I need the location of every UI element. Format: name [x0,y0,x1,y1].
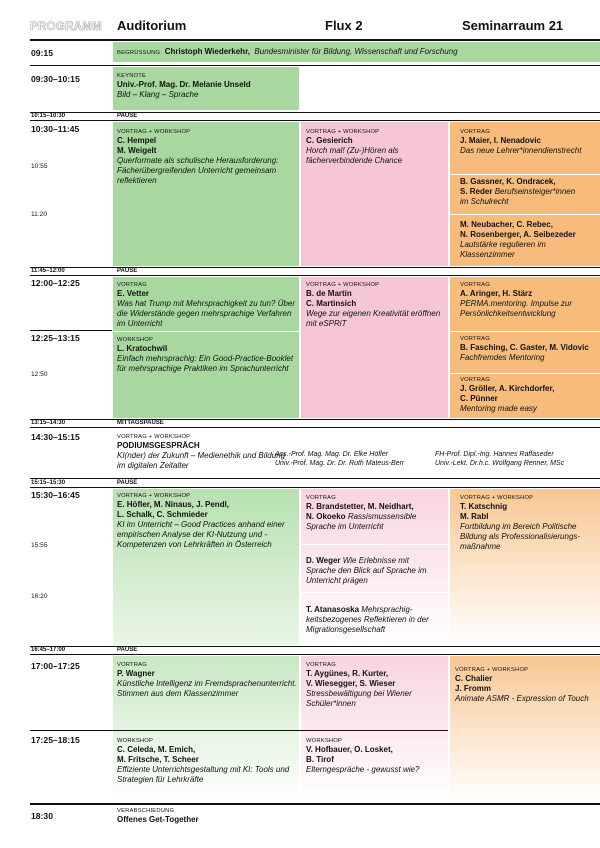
session4-seminar-entry [455,666,598,704]
divider [113,331,299,332]
session1-seminar-entry-1 [460,128,598,156]
entry-label: VORTRAG [460,282,490,288]
entry-label: VORTRAG [306,495,336,501]
speaker-name: C. Hempel [117,136,157,145]
speaker-name: M. Rabl [460,512,489,521]
session1-seminar-entry-2 [460,177,598,207]
keynote-title: Bild – Klang – Sprache [117,90,199,99]
rule [30,120,600,121]
talk-title: Wege zur eigenen Kreativität eröffnen mit eSPRiT [306,309,441,328]
talk-title: Animate ASMR - Expression of Touch [455,694,589,703]
talk-title: Sprache den Blick auf Sprache im Unterricht prägen [306,566,427,585]
time-mark-1120: 11:20 [31,211,48,218]
speaker-name: P. Wagner [117,669,155,678]
talk-title: PERMA.mentoring. Impulse zur Persönlichkeitsentwicklung [460,299,573,318]
session3-flux-entry-1 [306,494,446,532]
podium-entry [117,433,287,471]
podium-panel-2 [435,450,600,468]
talk-title: Effiziente Unterrichtsgestaltung mit KI: Tools und Strategien für Lehrkräfte [117,765,290,784]
entry-label: VORTRAG + WORKSHOP [117,129,191,135]
rule [30,803,600,805]
session4-auditorium-entry-1 [117,661,297,699]
rule [30,730,448,731]
talk-title: Lautstärke regulieren im Klassenzimmer [460,240,546,259]
time-1315: 13:15–14:30 [31,420,66,426]
column-header-seminarraum: Seminarraum 21 [462,18,564,33]
talk-title: KI im Unterricht – Good Practices anhand einer empirischen Analyse der KI-Nutzung und -Kompetenzen von Lehrkräften in Österreich [117,520,285,549]
talk-title: Berufseinsteiger*innen [494,187,576,196]
time-mark-1555: 15:55 [31,542,48,549]
talk-title: Horch mal! (Zu-)Hören als fächerverbindende Chance [306,146,403,165]
talk-title: Mentoring made easy [460,404,537,413]
speaker-name: T. Atanasoska [306,605,360,614]
speaker-name: M. Fritsche, T. Scheer [117,755,199,764]
pause-label: PAUSE [117,113,138,119]
talk-title: Einfach mehrsprachig: Ein Good-Practice-Booklet für mehrsprachige Praktiken im Sprachunterricht [117,354,294,373]
speaker-name: C. Gesierich [306,136,353,145]
entry-label: VORTRAG + WORKSHOP [117,493,191,499]
time-1725: 17:25–18:15 [31,735,80,745]
talk-title: Fachfremdes Mentoring [460,353,545,362]
keynote-entry [117,72,297,100]
speaker-name: A. Aringer, H. Stärz [460,289,533,298]
speaker-name: L. Schalk, C. Schmieder [117,510,208,519]
speaker-name: N. Rosenberger, A. Seibezeder [460,230,576,239]
divider [450,174,600,175]
talk-title: Was hat Trump mit Mehrsprachigkeit zu tun? Über die Widerstände gegen mehrsprachige Verfahren im Unterricht [117,299,295,328]
speaker-name: N. Okoeko [306,512,346,521]
speaker-name: C. Celeda, M. Emich, [117,745,196,754]
welcome-entry [117,47,597,57]
entry-label: VORTRAG [460,377,490,383]
entry-label: VORTRAG [460,129,490,135]
speaker-name: T. Katschnig [460,502,508,511]
speaker-name: M. Neubacher, C. Rebec, [460,220,553,229]
divider [301,544,448,545]
speaker-name: C. Chalier [455,674,493,683]
entry-label: VORTRAG + WORKSHOP [117,434,191,440]
speaker-name: E. Vetter [117,289,150,298]
speaker-name: B. Gassner, K. Ondracek, [460,177,556,186]
session3-flux-entry-2 [306,556,446,586]
time-0930: 09:30–10:15 [31,74,80,84]
rule [30,654,600,655]
session3-auditorium-entry [117,492,297,550]
panelist: Ass.-Prof. Mag. Mag. Dr. Elke Höfler [275,451,388,458]
keynote-label: KEYNOTE [117,73,147,79]
welcome-role: Bundesminister für Bildung, Wissenschaft und Forschung [254,47,458,56]
rule [30,419,600,420]
session3-seminar-entry [460,494,598,552]
programm-label: PROGRAMM [30,21,103,33]
talk-title: Fortbildung im Bereich Politische Bildung als Professionalisierungsmaßnahme [460,522,581,551]
speaker-name: M. Weigelt [117,146,157,155]
speaker-name: B. de Martin [306,289,352,298]
rule [30,112,600,113]
session3-flux-entry-3 [306,605,446,635]
session2-auditorium-entry-1 [117,281,297,329]
time-1515: 15:15–15:30 [31,480,66,486]
header-rule [30,39,600,41]
divider [450,331,600,332]
time-1015: 10:15–10:30 [31,113,66,119]
column-header-flux: Flux 2 [325,18,363,33]
entry-label: VORTRAG + WORKSHOP [306,129,380,135]
talk-title: Wie Erlebnisse mit [342,556,409,565]
entry-label: WORKSHOP [306,738,343,744]
time-1145: 11:45–12:00 [31,268,65,274]
speaker-name: B. Tirof [306,755,334,764]
talk-title: Querformate als schulische Herausforderung: Fächerübergreifenden Unterricht gemeinsam reflektieren [117,156,279,185]
time-1530: 15:30–16:45 [31,490,80,500]
entry-label: VORTRAG [117,662,147,668]
speaker-name: R. Brandstetter, M. Neidhart, [306,502,414,511]
rule [30,487,600,488]
podium-title: PODIUMSGESPRÄCH [117,441,200,450]
rule [30,330,112,331]
talk-title: keitsbezogenes Reflektieren in der Migrationsgesellschaft [306,615,429,634]
entry-label: WORKSHOP [117,738,154,744]
entry-label: WORKSHOP [117,337,154,343]
time-mark-1620: 16:20 [31,593,48,600]
entry-label: VORTRAG [306,662,336,668]
session1-seminar-entry-3 [460,220,598,260]
rule [30,427,600,428]
time-0915: 09:15 [31,48,53,58]
speaker-name: B. Fasching, C. Gaster, M. Vidovic [460,343,589,352]
podium-panel-1 [275,450,445,468]
lunch-break-label: MITTAGSPAUSE [117,420,164,426]
speaker-name: J. Maier, I. Nenadovic [460,136,541,145]
closing-entry [117,807,317,825]
session2-seminar-entry-1 [460,281,598,319]
time-1225: 12:25–13:15 [31,333,80,343]
rule [30,65,600,66]
pause-label: PAUSE [117,647,138,653]
talk-title: im Schulrecht [460,197,509,206]
speaker-name: T. Aygünes, R. Kurter, [306,669,389,678]
time-1030: 10:30–11:45 [31,124,80,134]
panelist: Univ.-Lekt. Dr.h.c. Wolfgang Renner, MSc [435,460,565,467]
closing-title: Offenes Get-Together [117,815,199,824]
panelist: FH-Prof. Dipl.-Ing. Hannes Raffaseder [435,451,554,458]
divider [450,373,600,374]
talk-title: Sprache im Unterricht [306,522,384,531]
entry-label: VORTRAG + WORKSHOP [306,282,380,288]
talk-title: Rassismussensible [347,512,417,521]
divider [301,592,448,593]
rule [30,646,600,647]
session4-flux-entry-2 [306,737,446,775]
session2-auditorium-entry-2 [117,336,297,374]
session1-flux-entry [306,128,446,166]
session4-flux-entry-1 [306,661,446,709]
speaker-name: E. Höfler, M. Ninaus, J. Pendl, [117,500,230,509]
session2-seminar-entry-3 [460,376,598,414]
speaker-name: V. Wiesegger, S. Wieser [306,679,396,688]
session4-auditorium-entry-2 [117,737,297,785]
speaker-name: V. Hofbauer, O. Losket, [306,745,393,754]
talk-title: Stressbewältigung bei Wiener Schüler*innen [306,689,412,708]
talk-title: Mehrsprachig- [361,605,413,614]
speaker-name: J. Fromm [455,684,492,693]
pause-label: PAUSE [117,268,138,274]
entry-label: VERABSCHIEDUNG [117,808,175,814]
speaker-name: D. Weger [306,556,341,565]
talk-title: Elterngespräche - gewusst wie? [306,765,420,774]
entry-label: VORTRAG [117,282,147,288]
time-1700: 17:00–17:25 [31,661,80,671]
rule [30,267,600,268]
speaker-name: J. Gröller, A. Kirchdorfer, [460,384,555,393]
speaker-name: S. Reder [460,187,493,196]
speaker-name: L. Kratochwil [117,344,168,353]
rule [30,275,600,276]
column-header-auditorium: Auditorium [117,18,187,33]
speaker-name: C. Pünner [460,394,498,403]
time-1830: 18:30 [31,811,53,821]
talk-title: Das neue Lehrer*innendienstrecht [460,146,582,155]
rule [30,478,600,479]
talk-title: Künstliche Intelligenz im Fremdsprachenunterricht. Stimmen aus dem Klassenzimmer [117,679,297,698]
time-mark-1055: 10:55 [31,163,48,170]
time-1430: 14:30–15:15 [31,432,80,442]
pause-label: PAUSE [117,480,138,486]
welcome-label: BEGRÜSSUNG [117,50,161,56]
entry-label: VORTRAG [460,336,490,342]
session1-auditorium-entry [117,128,297,186]
session2-flux-entry [306,281,446,329]
divider [450,214,600,215]
speaker-name: C. Martinsich [306,299,357,308]
time-mark-1250: 12:50 [31,371,48,378]
entry-label: VORTRAG + WORKSHOP [460,495,534,501]
welcome-name: Christoph Wiederkehr, [164,47,250,56]
podium-subtitle: KI(nder) der Zukunft – Medienethik und Bildung im digitalen Zeitalter [117,451,286,470]
panelist: Univ.-Prof. Mag. Dr. Dr. Ruth Mateus-Berr [275,460,405,467]
keynote-name: Univ.-Prof. Mag. Dr. Melanie Unseld [117,80,251,89]
entry-label: VORTRAG + WORKSHOP [455,667,529,673]
session2-seminar-entry-2 [460,335,598,363]
time-1200: 12:00–12:25 [31,278,80,288]
time-1645: 16:45–17:00 [31,647,66,653]
